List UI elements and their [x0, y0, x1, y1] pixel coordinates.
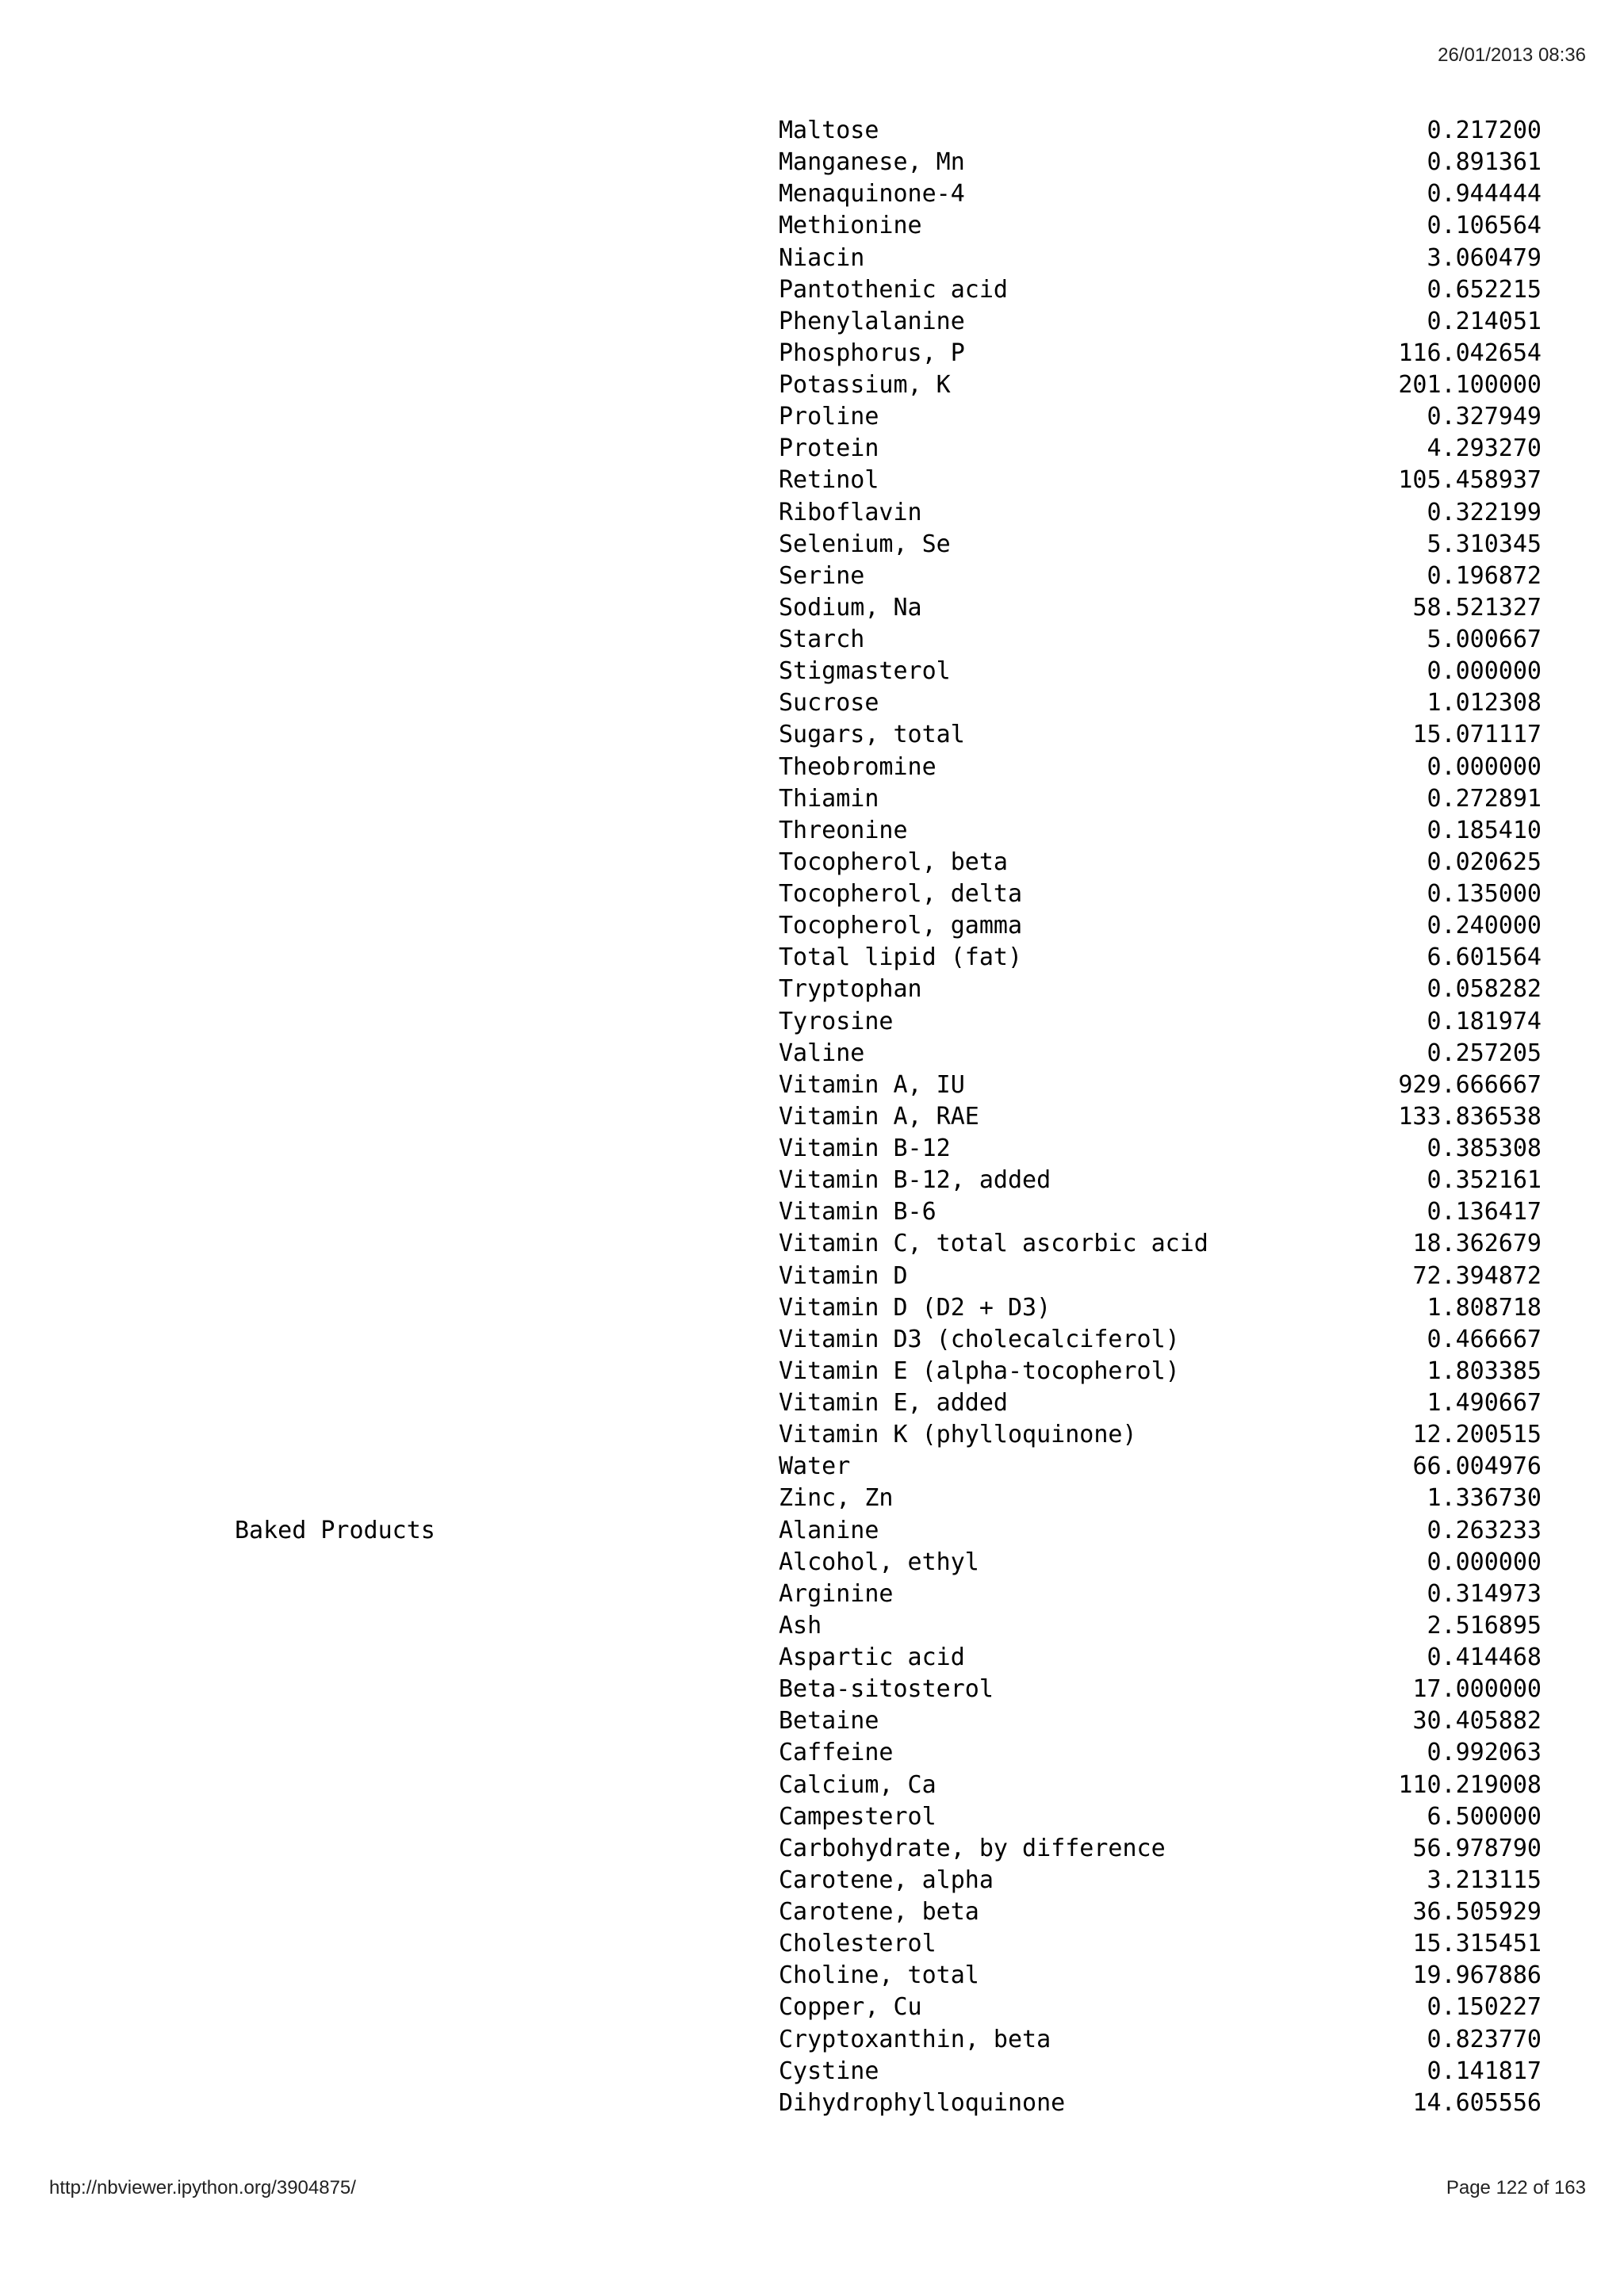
table-row	[235, 847, 1542, 878]
table-row	[235, 719, 1542, 751]
nutrient-name: Arginine	[779, 1579, 894, 1608]
nutrient-name: Vitamin D	[779, 1261, 908, 1290]
nutrient-value: 1.803385	[1427, 1357, 1542, 1385]
table-row	[235, 942, 1542, 974]
table-row	[235, 178, 1542, 210]
table-row	[235, 878, 1542, 910]
table-row	[235, 433, 1542, 465]
table-row	[235, 592, 1542, 624]
nutrient-name: Total lipid (fat)	[779, 943, 1023, 972]
nutrient-value: 929.666667	[1398, 1070, 1542, 1099]
footer-page-number: Page 122 of 163	[1446, 2177, 1586, 2198]
nutrient-name: Sugars, total	[779, 721, 965, 749]
nutrient-value: 56.978790	[1412, 1834, 1542, 1862]
print-timestamp: 26/01/2013 08:36	[1438, 44, 1586, 66]
table-row	[235, 1228, 1542, 1260]
nutrient-name: Vitamin D3 (cholecalciferol)	[779, 1325, 1180, 1353]
table-row	[235, 1292, 1542, 1324]
nutrient-name: Carbohydrate, by difference	[779, 1834, 1166, 1862]
nutrient-value: 0.327949	[1427, 403, 1542, 431]
nutrient-value: 0.272891	[1427, 784, 1542, 813]
table-row	[235, 974, 1542, 1005]
nutrient-name: Carotene, alpha	[779, 1866, 994, 1894]
nutrient-name: Sodium, Na	[779, 593, 922, 622]
table-row	[235, 1165, 1542, 1196]
table-row	[235, 656, 1542, 687]
nutrient-value: 0.000000	[1427, 1548, 1542, 1576]
nutrient-name: Caffeine	[779, 1739, 894, 1767]
nutrient-value: 0.652215	[1427, 275, 1542, 304]
nutrient-name: Alanine	[779, 1516, 879, 1544]
nutrient-value: 0.257205	[1427, 1039, 1542, 1067]
nutrient-name: Pantothenic acid	[779, 275, 1008, 304]
nutrient-name: Maltose	[779, 117, 879, 144]
nutrient-value: 0.000000	[1427, 752, 1542, 781]
table-row	[235, 1896, 1542, 1928]
nutrient-value: 0.150227	[1427, 1993, 1542, 2022]
nutrient-value: 0.263233	[1427, 1516, 1542, 1544]
table-row	[235, 1705, 1542, 1737]
table-row	[235, 274, 1542, 306]
table-row	[235, 1642, 1542, 1674]
nutrient-value: 5.000667	[1427, 626, 1542, 653]
table-row	[235, 369, 1542, 401]
nutrient-name: Zinc, Zn	[779, 1484, 894, 1513]
table-row	[235, 1674, 1542, 1705]
nutrient-value: 1.490667	[1427, 1389, 1542, 1417]
nutrient-value: 15.315451	[1412, 1930, 1542, 1958]
table-row	[235, 338, 1542, 369]
table-row	[235, 2087, 1542, 2119]
table-row	[235, 465, 1542, 496]
table-row	[235, 1356, 1542, 1387]
nutrient-value: 0.181974	[1427, 1007, 1542, 1035]
table-row	[235, 1038, 1542, 1070]
table-row	[235, 1737, 1542, 1769]
table-row	[235, 910, 1542, 942]
table-row	[235, 687, 1542, 719]
nutrient-name: Alcohol, ethyl	[779, 1548, 979, 1576]
table-row	[235, 306, 1542, 338]
nutrient-name: Cryptoxanthin, beta	[779, 2025, 1051, 2053]
nutrient-value: 0.352161	[1427, 1166, 1542, 1195]
nutrient-value: 14.605556	[1412, 2088, 1542, 2117]
nutrient-name: Vitamin A, RAE	[779, 1102, 979, 1131]
table-row	[235, 210, 1542, 242]
nutrient-name: Vitamin B-12	[779, 1135, 951, 1162]
nutrient-name: Tocopherol, delta	[779, 880, 1023, 908]
nutrient-name: Threonine	[779, 816, 908, 844]
nutrient-value: 0.992063	[1427, 1739, 1542, 1767]
nutrient-name: Potassium, K	[779, 371, 951, 399]
nutrient-value: 0.196872	[1427, 561, 1542, 590]
nutrient-value: 17.000000	[1412, 1675, 1542, 1704]
table-row	[235, 115, 1542, 147]
table-row	[235, 1101, 1542, 1133]
nutrient-value: 0.135000	[1427, 880, 1542, 908]
nutrient-value: 1.012308	[1427, 689, 1542, 718]
nutrient-name: Niacin	[779, 243, 865, 272]
nutrient-value: 3.060479	[1427, 243, 1542, 272]
nutrient-table	[235, 115, 1542, 2119]
nutrient-value: 1.808718	[1427, 1293, 1542, 1322]
table-row	[235, 1419, 1542, 1451]
table-row	[235, 1196, 1542, 1228]
nutrient-name: Ash	[779, 1611, 822, 1640]
table-row	[235, 1833, 1542, 1865]
nutrient-name: Tocopherol, gamma	[779, 912, 1023, 940]
nutrient-name: Water	[779, 1452, 851, 1481]
footer-url-link[interactable]: http://nbviewer.ipython.org/3904875/	[49, 2177, 356, 2198]
table-row	[235, 1261, 1542, 1292]
nutrient-value: 0.136417	[1427, 1198, 1542, 1226]
nutrient-value: 105.458937	[1398, 466, 1542, 495]
table-row	[235, 401, 1542, 433]
nutrient-name: Vitamin B-12, added	[779, 1166, 1051, 1195]
nutrient-value: 0.141817	[1427, 2057, 1542, 2085]
table-row	[235, 1515, 1542, 1547]
nutrient-name: Tryptophan	[779, 975, 922, 1004]
table-row	[235, 1770, 1542, 1801]
nutrient-name: Choline, total	[779, 1961, 979, 1990]
nutrient-value: 110.219008	[1398, 1770, 1542, 1799]
table-row	[235, 1928, 1542, 1960]
nutrient-name: Dihydrophylloquinone	[779, 2088, 1066, 2117]
nutrient-name: Retinol	[779, 466, 879, 495]
table-row	[235, 1578, 1542, 1610]
nutrient-name: Theobromine	[779, 752, 936, 781]
nutrient-name: Vitamin D (D2 + D3)	[779, 1293, 1051, 1322]
nutrient-value: 1.336730	[1427, 1484, 1542, 1513]
nutrient-value: 133.836538	[1398, 1102, 1542, 1131]
nutrient-value: 0.944444	[1427, 180, 1542, 209]
nutrient-value: 5.310345	[1427, 530, 1542, 558]
table-row	[235, 497, 1542, 529]
table-row	[235, 815, 1542, 847]
nutrient-name: Stigmasterol	[779, 657, 951, 686]
nutrient-value: 6.601564	[1427, 943, 1542, 972]
nutrient-value: 0.240000	[1427, 912, 1542, 940]
nutrient-value: 72.394872	[1412, 1261, 1542, 1290]
table-row	[235, 1070, 1542, 1101]
nutrient-value: 0.414468	[1427, 1644, 1542, 1671]
nutrient-name: Vitamin B-6	[779, 1198, 936, 1226]
table-row	[235, 2024, 1542, 2056]
table-row	[235, 1006, 1542, 1038]
table-row	[235, 1610, 1542, 1642]
nutrient-value: 66.004976	[1412, 1452, 1542, 1481]
nutrient-name: Vitamin E, added	[779, 1389, 1008, 1417]
nutrient-name: Calcium, Ca	[779, 1770, 936, 1799]
nutrient-value: 0.106564	[1427, 212, 1542, 240]
nutrient-value: 30.405882	[1412, 1707, 1542, 1735]
nutrient-name: Manganese, Mn	[779, 148, 965, 177]
table-row	[235, 147, 1542, 178]
nutrient-name: Starch	[779, 626, 865, 653]
table-row	[235, 783, 1542, 815]
nutrient-value: 0.314973	[1427, 1579, 1542, 1608]
nutrient-name: Copper, Cu	[779, 1993, 922, 2022]
nutrient-value: 18.362679	[1412, 1230, 1542, 1258]
table-row	[235, 1451, 1542, 1483]
nutrient-name: Proline	[779, 403, 879, 431]
nutrient-name: Serine	[779, 561, 865, 590]
table-row	[235, 1324, 1542, 1356]
nutrient-name: Riboflavin	[779, 498, 922, 526]
nutrient-value: 0.385308	[1427, 1135, 1542, 1162]
table-row	[235, 529, 1542, 561]
nutrient-name: Methionine	[779, 212, 922, 240]
nutrient-value: 12.200515	[1412, 1421, 1542, 1449]
nutrient-value: 19.967886	[1412, 1961, 1542, 1990]
table-row	[235, 1133, 1542, 1165]
table-row	[235, 624, 1542, 656]
table-row	[235, 752, 1542, 783]
nutrient-value: 6.500000	[1427, 1802, 1542, 1831]
group-label: Baked Products	[235, 1516, 435, 1544]
nutrient-value: 0.322199	[1427, 498, 1542, 526]
nutrient-name: Selenium, Se	[779, 530, 951, 558]
nutrient-value: 3.213115	[1427, 1866, 1542, 1894]
table-row	[235, 1960, 1542, 1992]
nutrient-value: 0.020625	[1427, 848, 1542, 876]
nutrient-name: Vitamin E (alpha-tocopherol)	[779, 1357, 1180, 1385]
nutrient-name: Tocopherol, beta	[779, 848, 1008, 876]
nutrient-name: Vitamin C, total ascorbic acid	[779, 1230, 1208, 1258]
nutrient-name: Vitamin A, IU	[779, 1070, 965, 1099]
nutrient-name: Phosphorus, P	[779, 339, 965, 367]
table-row	[235, 1992, 1542, 2023]
nutrient-value: 201.100000	[1398, 371, 1542, 399]
table-row	[235, 1801, 1542, 1833]
nutrient-value: 36.505929	[1412, 1898, 1542, 1926]
nutrient-name: Aspartic acid	[779, 1644, 965, 1671]
nutrient-value: 15.071117	[1412, 721, 1542, 749]
nutrient-name: Thiamin	[779, 784, 879, 813]
nutrient-name: Betaine	[779, 1707, 879, 1735]
nutrient-name: Protein	[779, 434, 879, 463]
nutrient-value: 0.466667	[1427, 1325, 1542, 1353]
nutrient-value: 0.000000	[1427, 657, 1542, 686]
nutrient-name: Cholesterol	[779, 1930, 936, 1958]
nutrient-name: Beta-sitosterol	[779, 1675, 994, 1704]
nutrient-name: Carotene, beta	[779, 1898, 979, 1926]
nutrient-name: Cystine	[779, 2057, 879, 2085]
nutrient-name: Menaquinone-4	[779, 180, 965, 209]
nutrient-value: 0.823770	[1427, 2025, 1542, 2053]
nutrient-value: 58.521327	[1412, 593, 1542, 622]
nutrient-value: 0.891361	[1427, 148, 1542, 177]
nutrient-name: Valine	[779, 1039, 865, 1067]
table-row	[235, 243, 1542, 274]
table-row	[235, 1387, 1542, 1419]
table-row	[235, 2056, 1542, 2087]
nutrient-value: 4.293270	[1427, 434, 1542, 463]
nutrient-name: Tyrosine	[779, 1007, 894, 1035]
nutrient-name: Campesterol	[779, 1802, 936, 1831]
nutrient-value: 2.516895	[1427, 1611, 1542, 1640]
nutrient-name: Phenylalanine	[779, 307, 965, 335]
nutrient-value: 0.217200	[1427, 117, 1542, 144]
table-row	[235, 1547, 1542, 1578]
nutrient-name: Sucrose	[779, 689, 879, 718]
nutrient-value: 0.185410	[1427, 816, 1542, 844]
nutrient-value: 116.042654	[1398, 339, 1542, 367]
nutrient-value: 0.214051	[1427, 307, 1542, 335]
table-row	[235, 1865, 1542, 1896]
nutrient-value: 0.058282	[1427, 975, 1542, 1004]
nutrient-name: Vitamin K (phylloquinone)	[779, 1421, 1137, 1449]
table-row	[235, 561, 1542, 592]
table-row	[235, 1483, 1542, 1514]
